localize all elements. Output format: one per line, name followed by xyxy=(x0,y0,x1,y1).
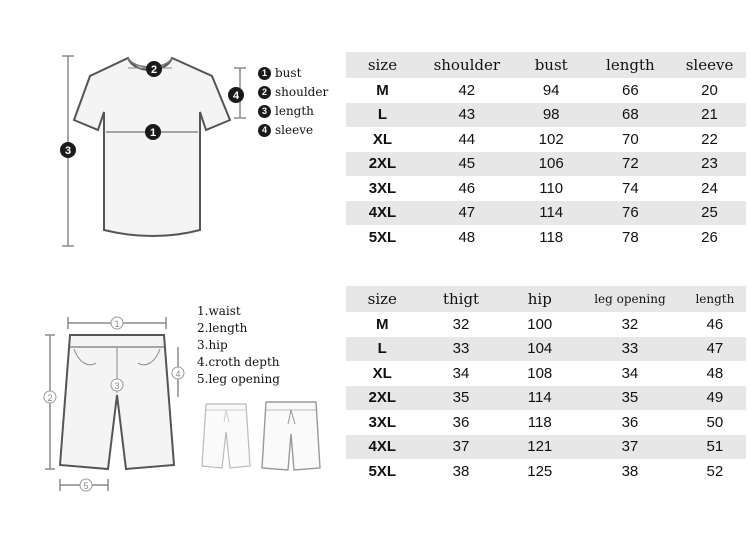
size-cell: L xyxy=(346,103,419,128)
size-cell: 5XL xyxy=(368,462,397,480)
table-cell: 108 xyxy=(527,364,553,382)
legend-item-croth-depth: 4.croth depth xyxy=(197,355,280,369)
svg-text:3: 3 xyxy=(114,381,120,391)
table-row xyxy=(346,361,746,386)
table-cell: 98 xyxy=(515,103,588,128)
table-cell: 66 xyxy=(622,81,639,99)
size-cell: 3XL xyxy=(368,413,397,431)
table-cell: 44 xyxy=(458,130,476,148)
size-cell: 4XL xyxy=(346,201,419,226)
size-cell: M xyxy=(376,315,389,333)
column-header: sleeve xyxy=(673,52,746,78)
shorts-sketch-back xyxy=(258,396,324,476)
table-cell: 38 xyxy=(621,462,639,480)
table-row xyxy=(346,103,746,128)
table-row xyxy=(346,459,746,484)
table-cell: 78 xyxy=(622,228,639,246)
table-cell: 52 xyxy=(706,462,724,480)
legend-number: 3 xyxy=(258,105,271,118)
size-cell: M xyxy=(376,81,389,99)
table-cell: 47 xyxy=(684,337,746,362)
table-cell: 37 xyxy=(576,435,684,460)
legend-item-sleeve xyxy=(258,121,328,140)
table-cell: 22 xyxy=(701,130,718,148)
svg-text:4: 4 xyxy=(175,369,181,379)
table-header-row xyxy=(346,52,746,78)
table-cell: 32 xyxy=(452,315,470,333)
shorts-size-table xyxy=(346,286,746,484)
column-header: length xyxy=(588,52,673,78)
legend-label: length xyxy=(275,104,314,118)
table-cell: 36 xyxy=(621,413,639,431)
column-header: hip xyxy=(504,286,577,312)
table-row xyxy=(346,176,746,201)
table-cell: 46 xyxy=(706,315,724,333)
table-cell: 45 xyxy=(419,152,515,177)
table-row xyxy=(346,435,746,460)
table-cell: 34 xyxy=(452,364,470,382)
table-cell: 125 xyxy=(527,462,553,480)
size-cell: 3XL xyxy=(368,179,397,197)
size-cell: XL xyxy=(372,130,393,148)
legend-item-leg-opening: 5.leg opening xyxy=(197,372,280,386)
legend-number: 1 xyxy=(258,67,271,80)
table-cell: 20 xyxy=(701,81,718,99)
table-cell: 118 xyxy=(539,228,564,246)
size-cell: 4XL xyxy=(346,435,419,460)
marker-croth-depth xyxy=(172,367,184,379)
table-cell: 100 xyxy=(527,315,553,333)
table-cell: 70 xyxy=(622,130,639,148)
table-row xyxy=(346,337,746,362)
table-cell: 74 xyxy=(622,179,639,197)
legend-label: shoulder xyxy=(275,85,329,99)
table-cell: 121 xyxy=(504,435,577,460)
table-header-row xyxy=(346,286,746,312)
table-row xyxy=(346,312,746,337)
table-row xyxy=(346,410,746,435)
table-cell: 50 xyxy=(706,413,724,431)
column-header: shoulder xyxy=(419,52,515,78)
shorts-diagram xyxy=(40,305,190,500)
table-cell: 68 xyxy=(588,103,673,128)
column-header: bust xyxy=(515,52,588,78)
table-cell: 118 xyxy=(527,413,552,431)
table-cell: 51 xyxy=(684,435,746,460)
column-header: size xyxy=(346,286,419,312)
svg-text:1: 1 xyxy=(149,127,157,139)
table-row xyxy=(346,201,746,226)
marker-leg-opening xyxy=(80,479,92,491)
table-cell: 49 xyxy=(684,386,746,411)
table-row xyxy=(346,152,746,177)
table-cell: 32 xyxy=(621,315,639,333)
marker-shoulder xyxy=(146,61,162,77)
column-header: size xyxy=(346,52,419,78)
svg-text:1: 1 xyxy=(114,319,120,329)
column-header: thigt xyxy=(419,286,504,312)
svg-text:2: 2 xyxy=(47,393,53,403)
table-cell: 47 xyxy=(419,201,515,226)
shorts-legend xyxy=(197,303,280,388)
table-cell: 72 xyxy=(588,152,673,177)
table-cell: 21 xyxy=(673,103,746,128)
table-row xyxy=(346,225,746,250)
table-cell: 26 xyxy=(701,228,718,246)
legend-item-bust xyxy=(258,64,328,83)
table-cell: 38 xyxy=(452,462,470,480)
table-cell: 35 xyxy=(576,386,684,411)
tshirt-legend xyxy=(258,64,328,140)
column-header: leg opening xyxy=(576,286,684,312)
table-cell: 110 xyxy=(539,179,564,197)
table-cell: 104 xyxy=(504,337,577,362)
legend-number: 4 xyxy=(258,124,271,137)
legend-item-waist: 1.waist xyxy=(197,304,241,318)
table-cell: 42 xyxy=(458,81,476,99)
table-cell: 25 xyxy=(673,201,746,226)
table-row xyxy=(346,386,746,411)
svg-text:2: 2 xyxy=(150,64,158,76)
legend-item-shoulder xyxy=(258,83,328,102)
table-cell: 76 xyxy=(588,201,673,226)
svg-text:4: 4 xyxy=(232,90,240,102)
marker-length xyxy=(44,391,56,403)
table-cell: 106 xyxy=(515,152,588,177)
svg-text:3: 3 xyxy=(64,145,72,157)
table-cell: 35 xyxy=(419,386,504,411)
table-row xyxy=(346,78,746,103)
legend-label: bust xyxy=(275,66,302,80)
table-cell: 94 xyxy=(542,81,560,99)
legend-item-length xyxy=(258,102,328,121)
table-row xyxy=(346,127,746,152)
legend-number: 2 xyxy=(258,86,271,99)
size-cell: 5XL xyxy=(368,228,397,246)
table-cell: 102 xyxy=(538,130,564,148)
marker-waist xyxy=(111,317,123,329)
table-cell: 33 xyxy=(419,337,504,362)
column-header: length xyxy=(684,286,746,312)
table-cell: 37 xyxy=(419,435,504,460)
size-cell: 2XL xyxy=(346,386,419,411)
table-cell: 48 xyxy=(706,364,724,382)
tshirt-size-table xyxy=(346,52,746,250)
legend-item-length: 2.length xyxy=(197,321,248,335)
tshirt-diagram xyxy=(40,40,250,260)
table-cell: 43 xyxy=(419,103,515,128)
table-cell: 24 xyxy=(701,179,718,197)
legend-item-hip: 3.hip xyxy=(197,338,228,352)
svg-text:5: 5 xyxy=(83,481,89,491)
table-cell: 33 xyxy=(576,337,684,362)
table-cell: 114 xyxy=(504,386,577,411)
table-cell: 36 xyxy=(452,413,470,431)
table-cell: 48 xyxy=(458,228,476,246)
marker-length xyxy=(60,142,76,158)
legend-label: sleeve xyxy=(275,123,314,137)
marker-bust xyxy=(145,124,161,140)
marker-sleeve xyxy=(228,87,244,103)
table-cell: 34 xyxy=(621,364,639,382)
marker-hip xyxy=(111,379,123,391)
table-cell: 114 xyxy=(515,201,588,226)
table-cell: 23 xyxy=(673,152,746,177)
table-cell: 46 xyxy=(458,179,476,197)
size-cell: 2XL xyxy=(346,152,419,177)
shorts-sketch-front xyxy=(198,398,254,473)
size-cell: L xyxy=(346,337,419,362)
size-cell: XL xyxy=(372,364,392,382)
